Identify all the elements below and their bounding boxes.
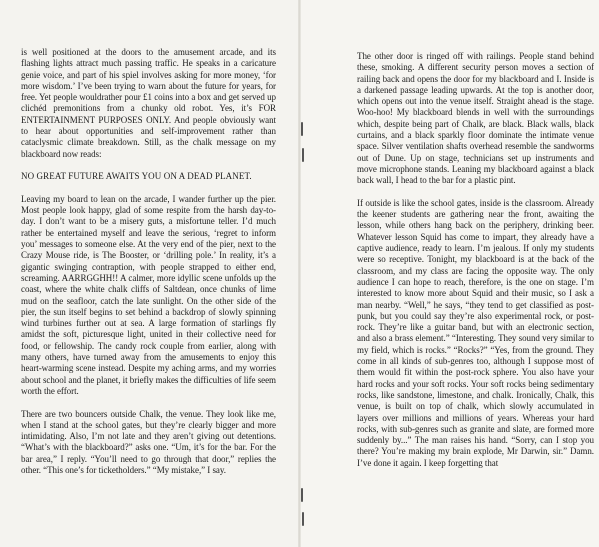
paragraph: The other door is ringed off with railings. People stand behind these, smoking. A different security person moves a section of railing back and opens the door for my blackboard and I. Inside is a darkened passage leading upwards. At the top is another door, which opens out into the venue itself. Straight ahead is the stage. Woo-hoo! My blackboard blends in well with the surroundings which, despite being part of Chalk, are black. Black walls, black curtains, and a black sparkly floor dominate the intimate venue space. Silver ventilation shafts overhead resemble the sandworms out of Dune. Up on stage, technicians set up instruments and move microphone stands. Leaning my blackboard against a black back wall, I head to the bar for a plastic pint. (357, 51, 594, 186)
right-page-text (357, 51, 594, 480)
binding-mark (301, 122, 303, 136)
paragraph: If outside is like the school gates, inside is the classroom. Already the keener students are gathering near the front, awaiting the lesson, while others hang back on the periphery, drinking beer. Whatever lesson Squid has come to impart, they already have a captive audience, ready to learn. I’m jealous. If only my students were so receptive. Tonight, my blackboard is at the back of the classroom, and my class are facing the opposite way. The only audience I can hope to reach, therefore, is the one on stage. I’m interested to know more about Squid and their music, so I ask a man nearby. “Well,” he says, “they tend to get classified as post-punk, but you could say they’re also experimental rock, or post-rock. They’re like a guitar band, but with an electronic section, and also a brass element.” “Interesting. They sound very similar to my field, which is rocks.” “Rocks?” “Yes, from the ground. They come in all kinds of sub-genres too, although I suppose most of them would fit within the post-rock sphere. You also have your hard rocks and your soft rocks. Your soft rocks being sedimentary rocks, like sandstone, limestone, and chalk. Ironically, Chalk, this venue, is built on top of chalk, which slowly accumulated in layers over millions and millions of years. Whereas your hard rocks, with sub-genres such as granite and slate, are formed more suddenly by...” The man raises his hand. “Sorry, can I stop you there? You’re making my brain explode, Mr Darwin, sir.” Damn. I’ve done it again. I keep forgetting that (357, 197, 594, 468)
paragraph: is well positioned at the doors to the amusement arcade, and its flashing lights attract much passing traffic. He speaks in a caricature genie voice, and part of his spiel involves asking for more money, ‘for more wisdom.’ I’ve been trying to warn about the future for years, for free. Yet people wouldrather pour £1 coins into a box and get served up clichéd premonitions from a chunky old robot. Yes, it’s FOR ENTERTAINMENT PURPOSES ONLY. And people obviously want to hear about opportunities and self-improvement rather than cataclysmic climate breakdown. Still, as the chalk message on my blackboard now reads: (21, 47, 276, 159)
binding-mark (302, 148, 304, 162)
binding-mark (301, 488, 303, 502)
left-page-text (21, 47, 276, 488)
binding-mark (302, 512, 304, 526)
book-spine (298, 0, 301, 547)
paragraph: There are two bouncers outside Chalk, the venue. They look like me, when I stand at the school gates, but they’re clearly bigger and more intimidating. Also, I’m not late and they aren’t giving out detentions. “What’s with the blackboard?” asks one. “Um, it’s for the bar. For the bar area,” I reply. “You’ll need to go through that door,” replies the other. “This one’s for ticketholders.” “My mistake,” I say. (21, 408, 276, 475)
paragraph: Leaving my board to lean on the arcade, I wander further up the pier. Most people look happy, glad of some respite from the harsh day-to-day. I don’t want to be a misery guts, a misfortune teller. I’d much rather be entertained myself and leave the serious, ‘regret to inform you’ messages to someone else. At the very end of the pier, next to the Crazy Mouse ride, is The Booster, or ‘drilling pole.’ In reality, it’s a gigantic swinging contraption, with people strapped to either end, screaming. AARRGGHH!! A calmer, more idyllic scene unfolds up the coast, where the white chalk cliffs of Saltdean, once chunks of lime mud on the seafloor, catch the late sunlight. On the other side of the pier, the sun itself begins to set behind a backdrop of slowly spinning wind turbines further out at sea. A large formation of starlings fly amidst the soft, picturesque light, united in their collective need for food, or fellowship. The candy rock couple from earlier, along with many others, have turned away from the amusements to enjoy this heart-warming scene instead. Despite my aching arms, and my worries about school and the planet, it briefly makes the difficulties of life seem worth the effort. (21, 193, 276, 396)
blackboard-message: NO GREAT FUTURE AWAITS YOU ON A DEAD PLANET. (21, 171, 252, 182)
